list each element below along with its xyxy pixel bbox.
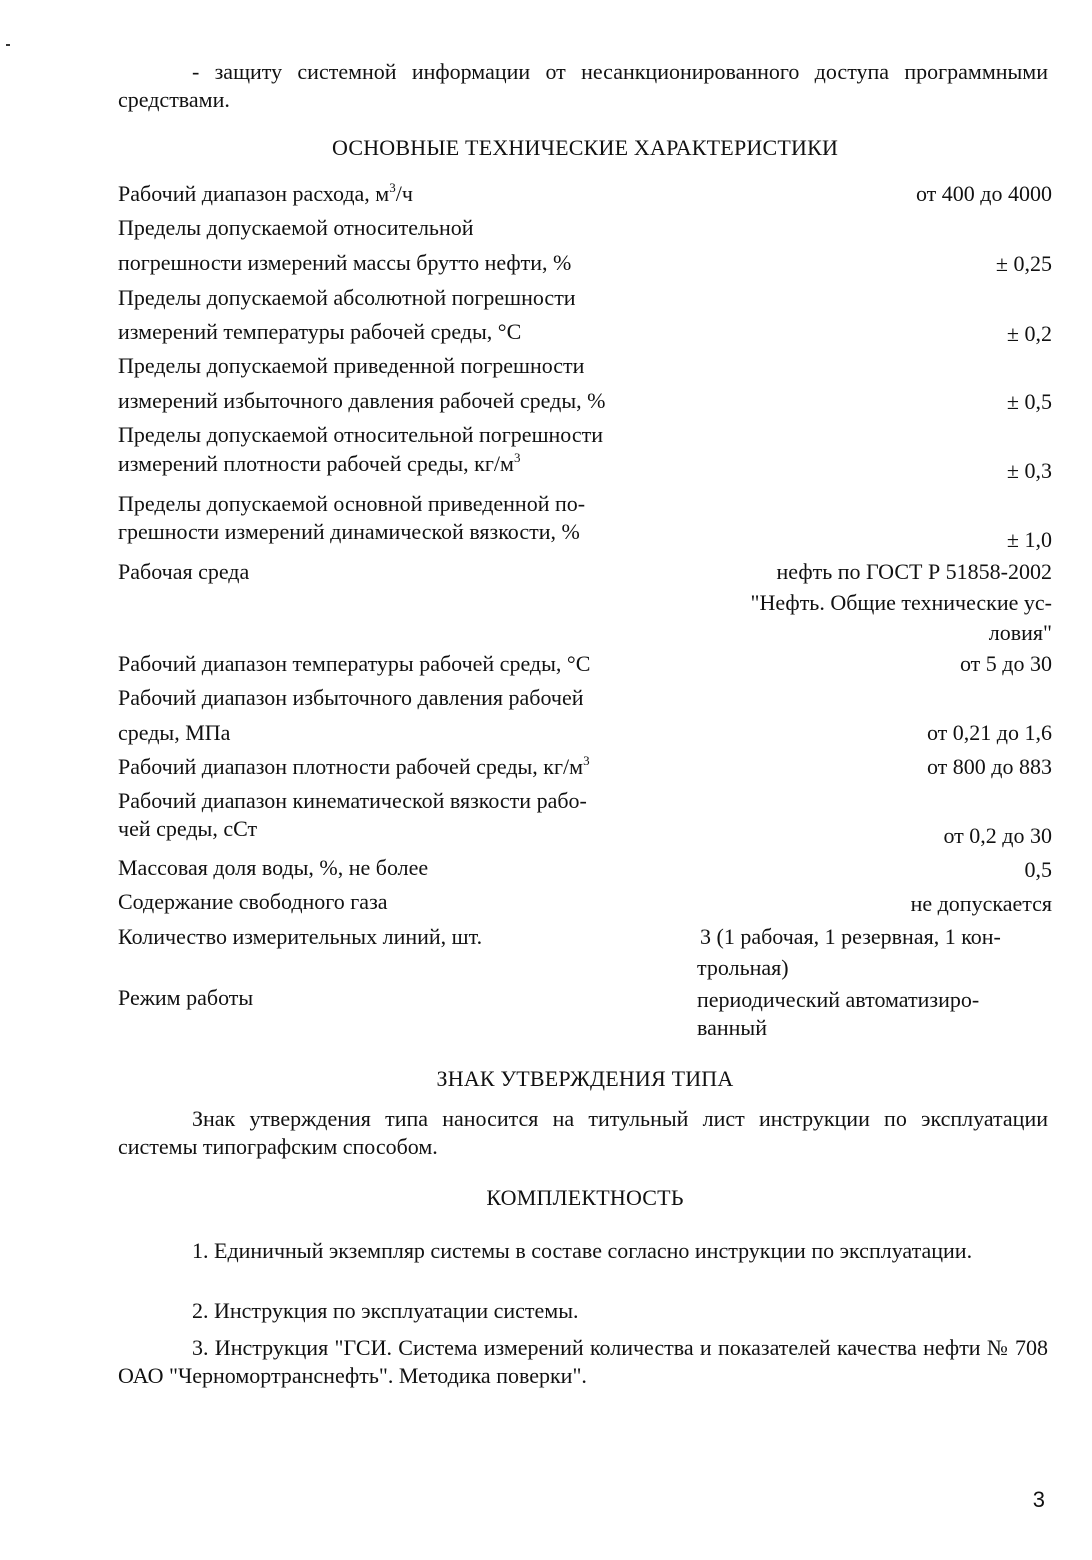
spec-label-line2: среды, МПа bbox=[118, 720, 231, 745]
spec-label-line1: Пределы допускаемой абсолютной погрешности bbox=[118, 285, 576, 310]
spec-value: ± 1,0 bbox=[1006, 527, 1052, 552]
spec-label-line1: Пределы допускаемой основной приведенной по- bbox=[118, 491, 586, 516]
specs-heading: ОСНОВНЫЕ ТЕХНИЧЕСКИЕ ХАРАКТЕРИСТИКИ bbox=[331, 135, 839, 160]
intro-paragraph: - защиту системной информации от несанкционированного доступа программными средствами. bbox=[118, 59, 1048, 112]
spec-label: Режим работы bbox=[118, 985, 254, 1010]
spec-value-line1: периодический автоматизиро- bbox=[697, 987, 980, 1012]
spec-label: Рабочий диапазон расхода, $м^3/ч$ bbox=[118, 180, 413, 206]
spec-value: от 0,21 до 1,6 bbox=[926, 720, 1052, 745]
completeness-heading: КОМПЛЕКТНОСТЬ bbox=[486, 1185, 684, 1210]
spec-value: от 800 до 883 bbox=[926, 754, 1052, 779]
spec-value-line3: ловия" bbox=[988, 620, 1052, 645]
spec-label-line1: Пределы допускаемой относительной погрешности bbox=[118, 422, 603, 447]
spec-value: от 400 до 4000 bbox=[915, 181, 1052, 206]
spec-label: Массовая доля воды, %, не более bbox=[118, 855, 429, 880]
spec-value-line1: нефть по ГОСТ Р 51858-2002 bbox=[776, 559, 1052, 584]
spec-label-line1: Пределы допускаемой относительной bbox=[118, 215, 474, 240]
completeness-item: 2. Инструкция по эксплуатации системы. bbox=[192, 1298, 579, 1323]
completeness-item: 1. Единичный экземпляр системы в составе согласно инструкции по эксплуатации. bbox=[192, 1238, 973, 1263]
spec-label-line2: чей среды, сСт bbox=[118, 816, 258, 841]
spec-value: ± 0,2 bbox=[1006, 321, 1052, 346]
spec-label: Рабочая среда bbox=[118, 559, 250, 584]
spec-label-line1: Рабочий диапазон кинематической вязкости рабо- bbox=[118, 788, 587, 813]
page-number: 3 bbox=[1032, 1487, 1045, 1512]
spec-label: Количество измерительных линий, шт. bbox=[118, 924, 483, 949]
spec-label-line2: измерений плотности рабочей среды, $кг/м^3$ bbox=[118, 450, 521, 476]
spec-value-line2: ванный bbox=[697, 1015, 767, 1040]
spec-label: Содержание свободного газа bbox=[118, 889, 388, 914]
completeness-item: 3. Инструкция "ГСИ. Система измерений количества и показателей качества нефти № 708 ОАО "Черномортранснефть". Методика поверки". bbox=[118, 1335, 1048, 1388]
spec-label-line2: измерений температуры рабочей среды, °С bbox=[118, 319, 522, 344]
spec-value-line2: трольная) bbox=[697, 955, 789, 980]
spec-label-line2: измерений избыточного давления рабочей среды, % bbox=[118, 388, 606, 413]
approval-heading: ЗНАК УТВЕРЖДЕНИЯ ТИПА bbox=[436, 1066, 734, 1091]
spec-value: ± 0,3 bbox=[1006, 458, 1052, 483]
spec-value: не допускается bbox=[910, 891, 1052, 916]
spec-value-line2: "Нефть. Общие технические ус- bbox=[750, 590, 1052, 615]
spec-label-line1: Рабочий диапазон избыточного давления рабочей bbox=[118, 685, 584, 710]
spec-value: 0,5 bbox=[1024, 857, 1052, 882]
spec-value: ± 0,5 bbox=[1006, 389, 1052, 414]
spec-label-line2: погрешности измерений массы брутто нефти, % bbox=[118, 250, 572, 275]
spec-value: ± 0,25 bbox=[995, 251, 1052, 276]
spec-value: от 5 до 30 bbox=[959, 651, 1052, 676]
spec-label-line1: Пределы допускаемой приведенной погрешности bbox=[118, 353, 585, 378]
spec-label: Рабочий диапазон температуры рабочей среды, °С bbox=[118, 651, 591, 676]
spec-label-line2: грешности измерений динамической вязкости, % bbox=[118, 519, 580, 544]
spec-value-line1: 3 (1 рабочая, 1 резервная, 1 кон- bbox=[700, 924, 1001, 949]
spec-label: Рабочий диапазон плотности рабочей среды, $кг/м^3$ bbox=[118, 753, 590, 779]
spec-value: от 0,2 до 30 bbox=[943, 823, 1052, 848]
scan-speck bbox=[6, 44, 10, 46]
approval-paragraph: Знак утверждения типа наносится на титульный лист инструкции по эксплуатации системы типографским способом. bbox=[118, 1106, 1048, 1159]
